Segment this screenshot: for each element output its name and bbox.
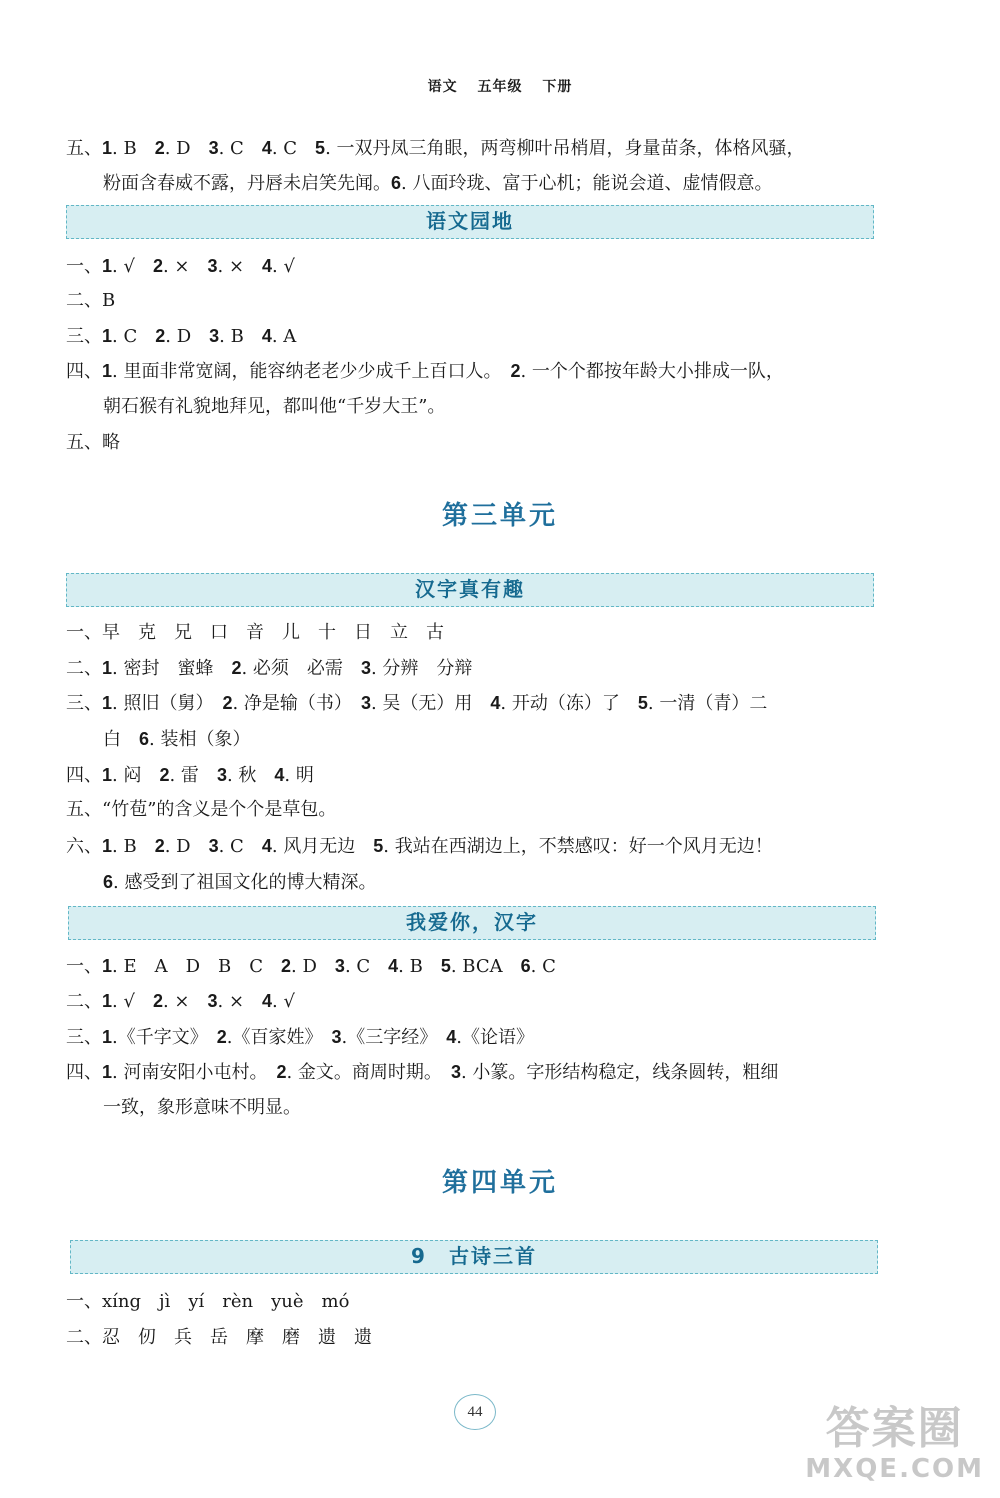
answer-line: 粉面含春威不露，丹唇未启笑先闻。6. 八面玲珑、富于心机；能说会道、虚情假意。 xyxy=(103,173,773,194)
answer-line: 6. 感受到了祖国文化的博大精深。 xyxy=(103,872,377,893)
answer-line: 朝石猴有礼貌地拜见，都叫他“千岁大王”。 xyxy=(103,396,446,417)
answer-line: 白 6. 装相（象） xyxy=(103,729,251,750)
answer-line: 一、xíng jì yí rèn yuè mó xyxy=(66,1291,350,1312)
watermark xyxy=(805,1404,984,1484)
answer-line: 五、略 xyxy=(66,432,120,453)
answer-line: 四、1. 河南安阳小屯村。 2. 金文。商周时期。 3. 小篆。字形结构稳定，线条圆转，粗细 xyxy=(66,1062,779,1083)
answer-line: 二、忍 仞 兵 岳 摩 磨 遗 遗 xyxy=(66,1327,372,1348)
answer-line: 六、1. B 2. D 3. C 4. 风月无边 5. 我站在西湖边上，不禁感叹：好一个风月无边！ xyxy=(66,836,773,857)
answer-line: 一、1. E A D B C 2. D 3. C 4. B 5. BCA 6. C xyxy=(66,956,556,977)
section-title-bar: 9 古诗三首 xyxy=(70,1240,878,1274)
answer-line: 三、1. 照旧（舅） 2. 净是输（书） 3. 吴（无）用 4. 开动（冻）了 5. 一清（青）二 xyxy=(66,693,768,714)
header-grade: 五年级 xyxy=(477,79,523,95)
answer-line: 二、1. 密封 蜜蜂 2. 必须 必需 3. 分辨 分辩 xyxy=(66,658,473,679)
section-title-bar: 我爱你，汉字 xyxy=(68,906,876,940)
unit-title: 第四单元 xyxy=(441,1168,558,1198)
unit-title: 第三单元 xyxy=(441,501,558,531)
header-volume: 下册 xyxy=(542,79,573,95)
answer-line: 二、B xyxy=(66,290,116,311)
answer-line: 一致，象形意味不明显。 xyxy=(103,1097,301,1118)
section-title-bar: 语文园地 xyxy=(66,205,874,239)
answer-line: 四、1. 里面非常宽阔，能容纳老老少少成千上百口人。 2. 一个个都按年龄大小排成一队， xyxy=(66,361,784,382)
watermark-top: 答案圈 xyxy=(825,1403,964,1454)
answer-line: 五、“竹苞”的含义是个个是草包。 xyxy=(66,799,337,820)
answer-line: 三、1. C 2. D 3. B 4. A xyxy=(66,326,297,347)
answer-line: 五、1. B 2. D 3. C 4. C 5. 一双丹凤三角眼，两弯柳叶吊梢眉，身量苗条，体格风骚， xyxy=(66,138,805,159)
header-subject: 语文 xyxy=(427,79,458,95)
answer-line: 二、1. √ 2. × 3. × 4. √ xyxy=(66,991,295,1012)
section-title-bar: 汉字真有趣 xyxy=(66,573,874,607)
answer-line: 一、早 克 兄 口 音 儿 十 日 立 古 xyxy=(66,622,444,643)
page-header xyxy=(0,76,1000,96)
watermark-bottom: MXQE.COM xyxy=(805,1454,984,1484)
answer-line: 四、1. 闷 2. 雷 3. 秋 4. 明 xyxy=(66,765,314,786)
page-number: 44 xyxy=(454,1394,496,1430)
answer-line: 一、1. √ 2. × 3. × 4. √ xyxy=(66,256,295,277)
answer-line: 三、1.《千字文》 2.《百家姓》 3.《三字经》 4.《论语》 xyxy=(66,1027,534,1048)
